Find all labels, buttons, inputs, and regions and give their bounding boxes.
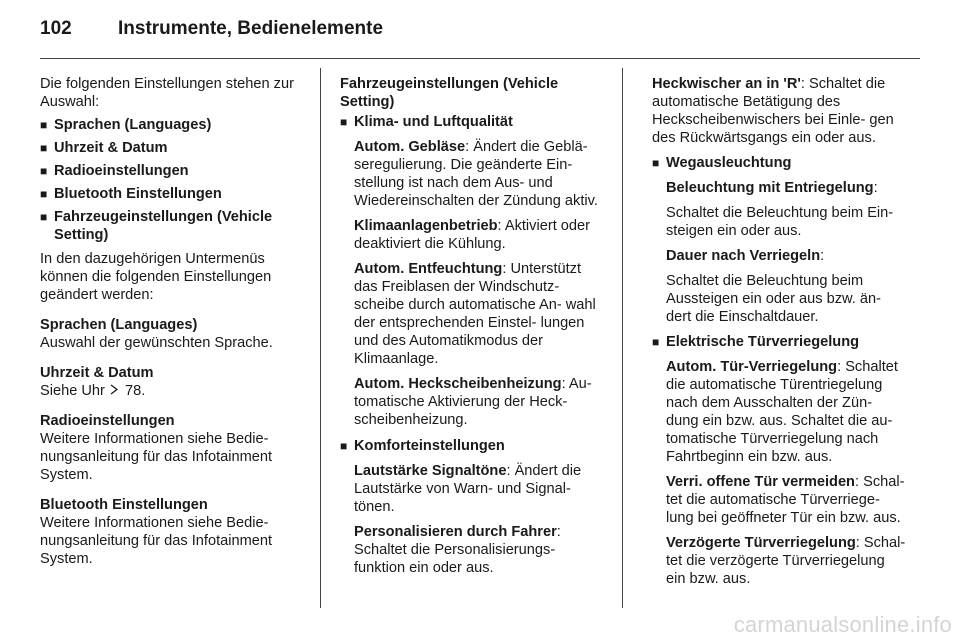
bullet-square-icon: ■ — [40, 164, 48, 178]
section-body: Siehe Uhr 78. — [40, 383, 146, 399]
page-number: 102 — [40, 18, 72, 39]
setting-term: Beleuchtung mit Entriegelung: — [666, 180, 878, 196]
bullet-square-icon: ■ — [40, 187, 48, 201]
list-item: ■ Uhrzeit & Datum — [40, 140, 168, 156]
list-item: ■ Sprachen (Languages) — [40, 117, 212, 133]
section-heading: Sprachen (Languages) — [40, 317, 198, 333]
setting-description: Autom. Entfeuchtung: Unterstützt das Freiblasen der Windschutz- scheibe durch automatische An- wahl der entsprechenden Einstel- lungen und des Automatikmodus der Klimaanlage. — [354, 261, 596, 367]
setting-description: Klimaanlagenbetrieb: Aktiviert oder deaktiviert die Kühlung. — [354, 218, 591, 252]
setting-description: Verzögerte Türverriegelung: Schal- tet die verzögerte Türverriegelung ein bzw. aus. — [666, 535, 906, 587]
section-heading: Uhrzeit & Datum — [40, 365, 154, 381]
section-heading: Radioeinstellungen — [40, 413, 175, 429]
bullet-square-icon: ■ — [40, 210, 48, 224]
setting-description: Autom. Gebläse: Ändert die Geblä- seregulierung. Die geänderte Ein- stellung ist nach dem Aus- und Wiedereinschalten der Zündung aktiv. — [354, 139, 598, 209]
setting-description: Schaltet die Beleuchtung beim Ein- steigen ein oder aus. — [666, 205, 894, 239]
section-body: Weitere Informationen siehe Bedie- nungsanleitung für das Infotainment System. — [40, 431, 273, 483]
page-reference-arrow-icon — [109, 382, 121, 400]
section-heading: Bluetooth Einstellungen — [40, 497, 208, 513]
watermark-text: carmanualsonline.info — [733, 612, 952, 637]
bullet-square-icon: ■ — [340, 439, 348, 453]
submenu-text: In den dazugehörigen Untermenüs können die folgenden Einstellungen geändert werden: — [40, 251, 272, 303]
column-divider-1 — [320, 68, 321, 608]
page-header — [40, 18, 383, 48]
page-reference[interactable]: 78. — [125, 383, 146, 399]
list-item: ■ Radioeinstellungen — [40, 163, 189, 179]
setting-term: Dauer nach Verriegeln: — [666, 248, 825, 264]
section-body: Weitere Informationen siehe Bedie- nungsanleitung für das Infotainment System. — [40, 515, 273, 567]
header-rule — [40, 58, 920, 59]
section-heading: Fahrzeugeinstellungen (Vehicle Setting) — [340, 76, 559, 110]
column-divider-2 — [622, 68, 623, 608]
list-item: ■ Komforteinstellungen — [340, 438, 505, 454]
setting-description: Schaltet die Beleuchtung beim Aussteigen ein oder aus bzw. än- dert die Einschaltdauer. — [666, 273, 881, 325]
setting-description: Heckwischer an in 'R': Schaltet die automatische Betätigung des Heckscheibenwischers bei Einle- gen des Rückwärtsgangs ein oder aus. — [652, 76, 894, 146]
list-item: ■ Fahrzeugeinstellungen (Vehicle Setting) — [40, 209, 273, 243]
page-title: Instrumente, Bedienelemente — [118, 18, 384, 39]
setting-description: Lautstärke Signaltöne: Ändert die Lautstärke von Warn- und Signal- tönen. — [354, 463, 582, 515]
bullet-square-icon: ■ — [652, 335, 660, 349]
list-item: ■ Klima- und Luftqualität — [340, 114, 513, 130]
setting-description: Autom. Heckscheibenheizung: Au- tomatische Aktivierung der Heck- scheibenheizung. — [354, 376, 592, 428]
setting-description: Personalisieren durch Fahrer: Schaltet die Personalisierungs- funktion ein oder aus. — [354, 524, 561, 576]
setting-description: Verri. offene Tür vermeiden: Schal- tet die automatische Türverriege- lung bei geöffneter Tür ein bzw. aus. — [666, 474, 905, 526]
bullet-square-icon: ■ — [652, 156, 660, 170]
column-3 — [652, 75, 908, 588]
bullet-square-icon: ■ — [40, 118, 48, 132]
column-2 — [340, 75, 606, 577]
list-item: ■ Elektrische Türverriegelung — [652, 334, 860, 350]
list-item: ■ Bluetooth Einstellungen — [40, 186, 222, 202]
bullet-square-icon: ■ — [340, 115, 348, 129]
setting-description: Autom. Tür-Verriegelung: Schaltet die automatische Türentriegelung nach dem Ausschalten der Zün- dung ein bzw. aus. Schaltet die au- tomatische Türverriegelung nach Fahrtbeginn ein bzw. aus. — [666, 359, 898, 465]
section-body: Auswahl der gewünschten Sprache. — [40, 335, 273, 351]
bullet-square-icon: ■ — [40, 141, 48, 155]
column-1 — [40, 75, 302, 568]
list-item: ■ Wegausleuchtung — [652, 155, 792, 171]
intro-text: Die folgenden Einstellungen stehen zur Auswahl: — [40, 76, 294, 110]
